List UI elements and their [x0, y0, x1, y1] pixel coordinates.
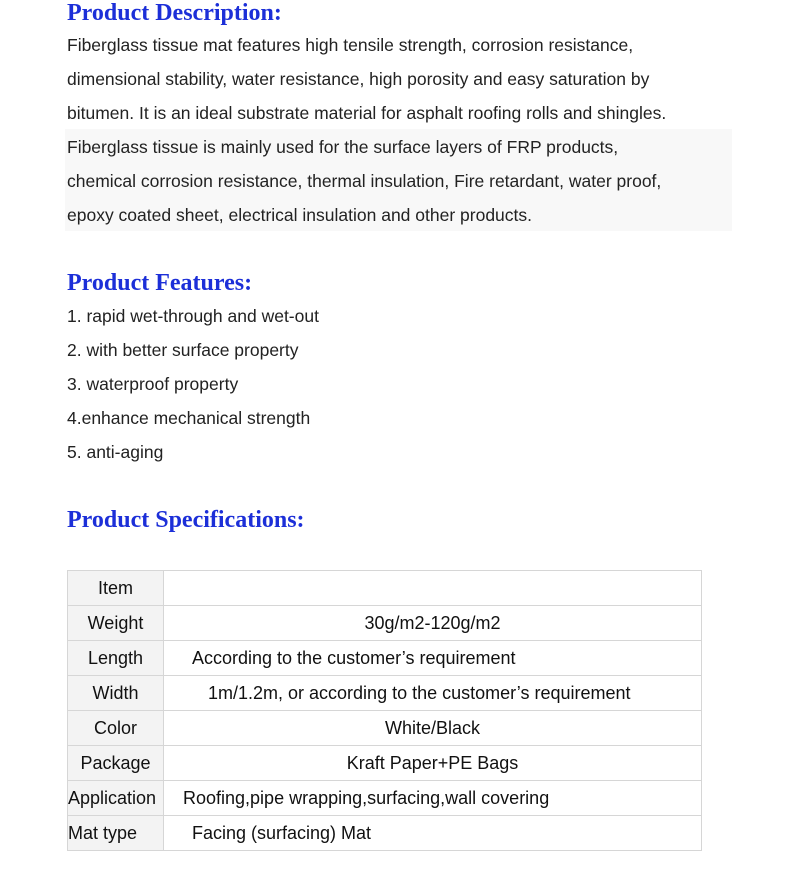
specifications-table	[67, 570, 702, 851]
spec-value-application: Roofing,pipe wrapping,surfacing,wall covering	[164, 781, 702, 816]
spec-key-item: Item	[68, 571, 164, 606]
description-para1-line-1: Fiberglass tissue mat features high tensile strength, corrosion resistance,	[67, 35, 634, 55]
table-row	[68, 711, 702, 746]
product-features-heading: Product Features:	[67, 270, 253, 296]
feature-item: 5. anti-aging	[67, 442, 164, 462]
spec-key-length: Length	[68, 641, 164, 676]
description-para2-line-2: chemical corrosion resistance, thermal insulation, Fire retardant, water proof,	[67, 171, 662, 191]
description-para2-line-1: Fiberglass tissue is mainly used for the surface layers of FRP products,	[67, 137, 619, 157]
spec-value-length: According to the customer’s requirement	[164, 641, 702, 676]
table-row	[68, 641, 702, 676]
description-para1-line-2: dimensional stability, water resistance, high porosity and easy saturation by	[67, 69, 650, 89]
spec-key-package: Package	[68, 746, 164, 781]
description-para1-line-3: bitumen. It is an ideal substrate material for asphalt roofing rolls and shingles.	[67, 103, 667, 123]
spec-value-mat-type: Facing (surfacing) Mat	[164, 816, 702, 851]
feature-item: 3. waterproof property	[67, 374, 239, 394]
table-row	[68, 676, 702, 711]
feature-item: 1. rapid wet-through and wet-out	[67, 306, 319, 326]
table-row	[68, 571, 702, 606]
description-para2-line-3: epoxy coated sheet, electrical insulation and other products.	[67, 205, 533, 225]
table-row	[68, 781, 702, 816]
table-row	[68, 746, 702, 781]
spec-value-weight: 30g/m2-120g/m2	[164, 606, 702, 641]
feature-item: 4.enhance mechanical strength	[67, 408, 311, 428]
product-specifications-heading: Product Specifications:	[67, 507, 305, 533]
spec-key-application: Application	[68, 781, 164, 816]
spec-value-color: White/Black	[164, 711, 702, 746]
spec-key-weight: Weight	[68, 606, 164, 641]
spec-value-item	[164, 571, 702, 606]
spec-key-color: Color	[68, 711, 164, 746]
spec-value-width: 1m/1.2m, or according to the customer’s requirement	[164, 676, 702, 711]
spec-value-package: Kraft Paper+PE Bags	[164, 746, 702, 781]
spec-key-width: Width	[68, 676, 164, 711]
product-description-heading: Product Description:	[67, 0, 282, 26]
table-row	[68, 816, 702, 851]
feature-item: 2. with better surface property	[67, 340, 299, 360]
spec-key-mat-type: Mat type	[68, 816, 164, 851]
table-row	[68, 606, 702, 641]
